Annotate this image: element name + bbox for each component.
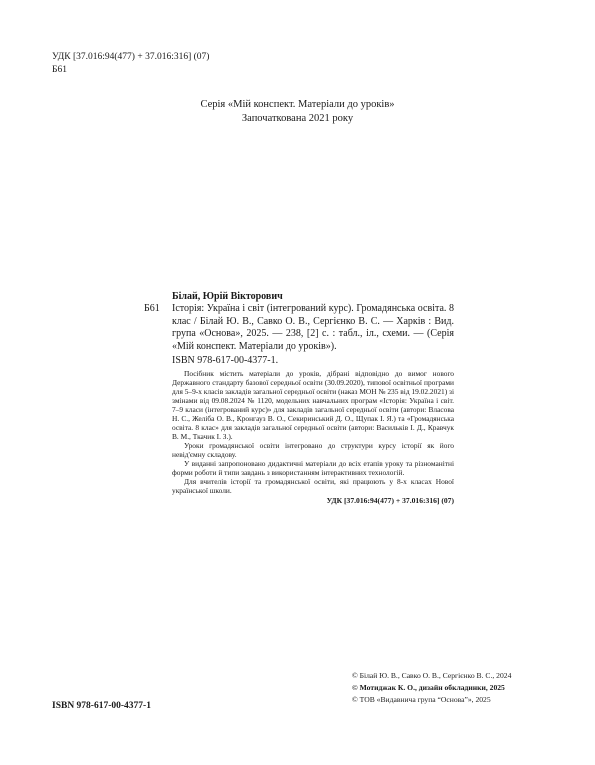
series-started: Започаткована 2021 року <box>241 113 354 124</box>
catalog-description: Історія: Україна і світ (інтегрований курс). Громадянська освіта. 8 клас / Білай Ю. В., Савко О. В., Сергієнко В. С. — Харків : Вид. група «Основа», 2025. — 238, [2] с. : табл., іл., схеми. — (Серія «Мій конспект. Матеріали до уроків»). <box>172 303 454 352</box>
isbn-bottom: ISBN 978-617-00-4377-1 <box>52 701 151 711</box>
udk-code: УДК [37.016:94(477) + 37.016:316] (07) <box>52 52 210 62</box>
copyright-line: © ТОВ «Видавнича група “Основа”», 2025 <box>352 695 491 704</box>
annotation-paragraph: Для вчителів історії та громадянської освіти, які працюють у 8-х класах Нової української школи. <box>172 477 454 496</box>
catalog-card <box>144 290 454 506</box>
catalog-isbn: ISBN 978-617-00-4377-1. <box>172 355 279 367</box>
catalog-udk-bottom: УДК [37.016:94(477) + 37.016:316] (07) <box>326 496 454 506</box>
series-title: Серія «Мій конспект. Матеріали до уроків» <box>200 99 395 110</box>
catalog-author: Білай, Юрій Вікторович <box>172 291 283 302</box>
annotation <box>172 369 454 495</box>
catalog-index-top: Б61 <box>52 65 67 75</box>
series-block <box>0 98 595 126</box>
annotation-paragraph: Посібник містить матеріали до уроків, дібрані відповідно до вимог нового Державного стандарту базової середньої освіти (30.09.2020), типової освітньої програми для 5–9-х класів закладів загальної середньої освіти (наказ МОН № 235 від 19.02.2021) зі змінами від 09.08.2024 № 1120, модельних навчальних програм «Історія: Україна і світ. 7–9 класи (інтегрований курс)» для закладів загальної середньої освіти (автори: Власова Н. С., Желіба О. В., Кронгауз В. О., Секиринський Д. О., Щупак І. Я.) та «Громадянська освіта. 8 клас» для закладів загальної середньої освіти (автори: Васильків І. Д., Кравчук В. М., Ткачик І. З.). <box>172 369 454 442</box>
catalog-index: Б61 <box>144 303 160 314</box>
copyright-line: © Мотиджак К. О., дизайн обкладинки, 2025 <box>352 683 505 692</box>
copyright-block <box>352 670 511 706</box>
udk-header <box>52 51 209 77</box>
annotation-paragraph: У виданні запропоновано дидактичні матеріали до всіх етапів уроку та різноманітні форми роботи й типи завдань з використанням інтерактивних технологій. <box>172 459 454 478</box>
annotation-paragraph: Уроки громадянської освіти інтегровано до структури курсу історії як його невід'ємну складову. <box>172 441 454 460</box>
copyright-line: © Білай Ю. В., Савко О. В., Сергієнко В. С., 2024 <box>352 671 512 680</box>
